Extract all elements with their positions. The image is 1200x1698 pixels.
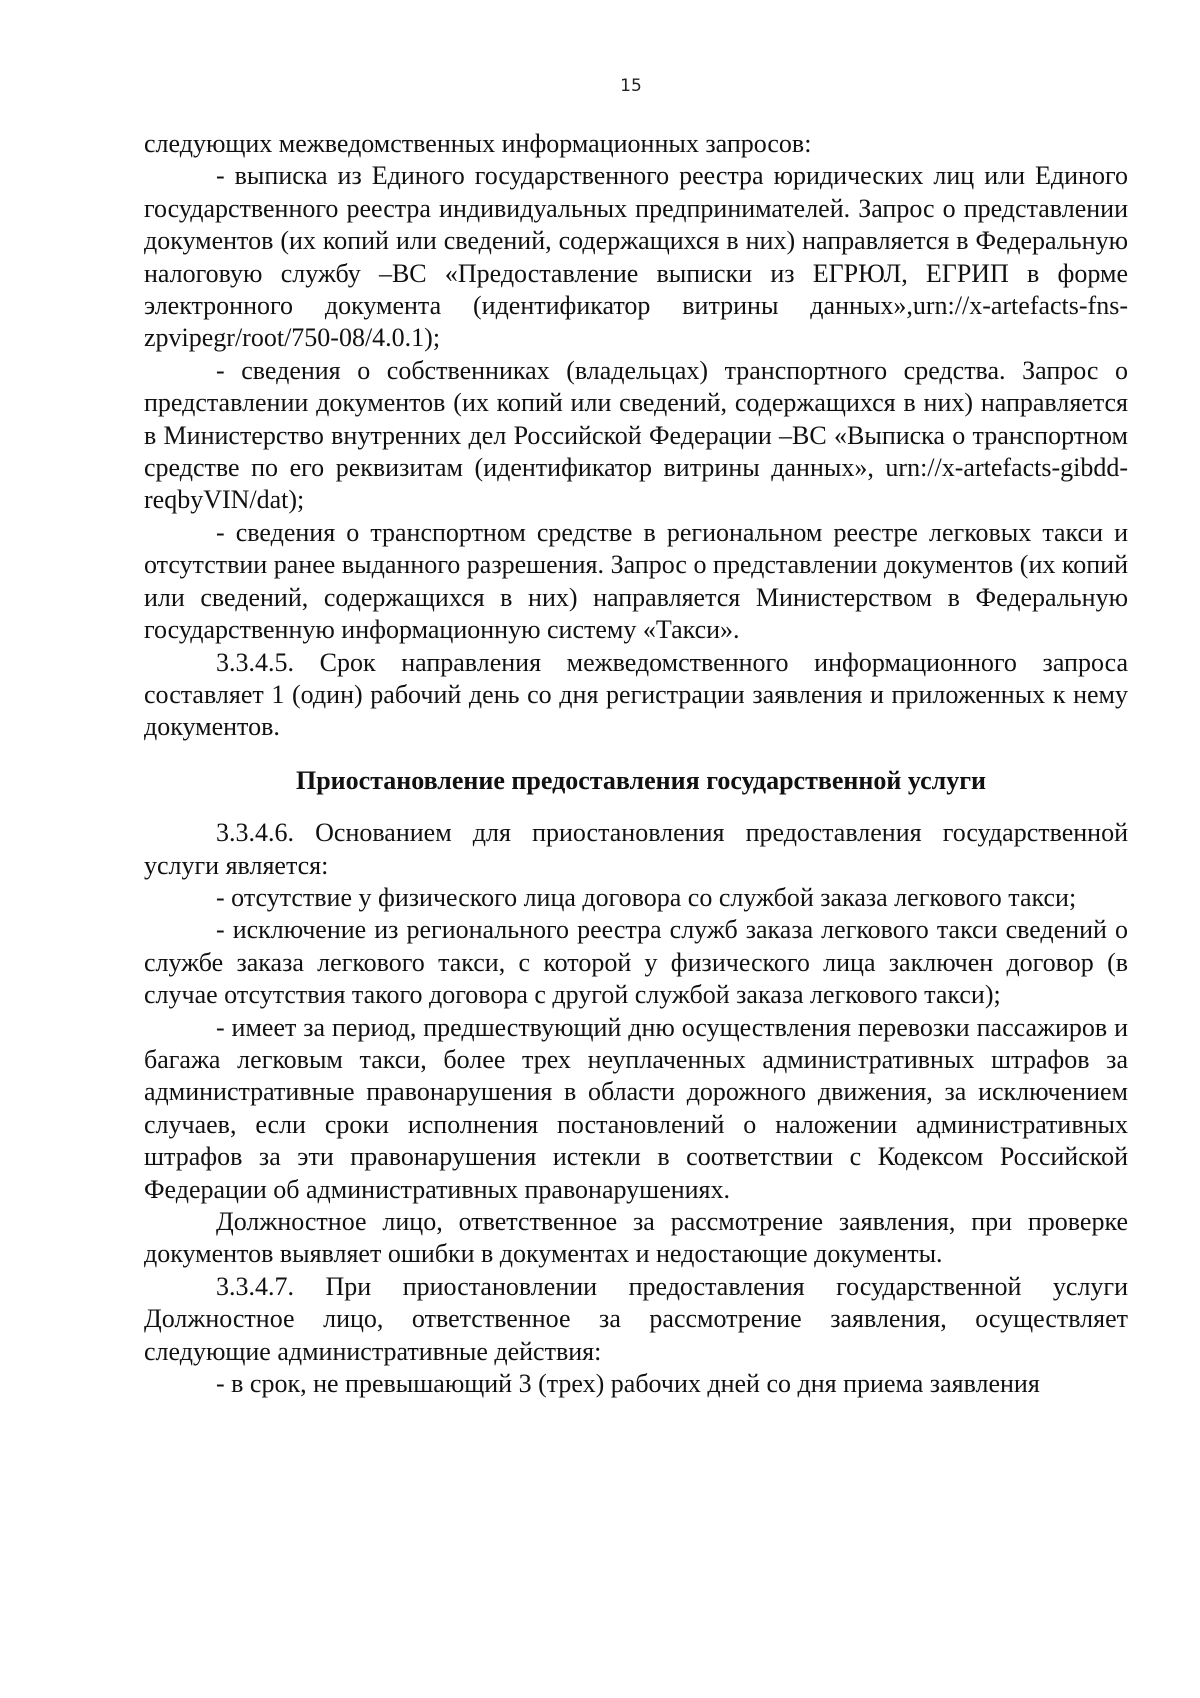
paragraph: - в срок, не превышающий 3 (трех) рабочих дней со дня приема заявления: [216, 1369, 1040, 1399]
paragraph: - отсутствие у физического лица договора со службой заказа легкового такси;: [216, 882, 1077, 912]
page-number: 15: [620, 76, 642, 96]
paragraph: следующих межведомственных информационных запросов:: [144, 129, 812, 158]
paragraph: - имеет за период, предшествующий дню осуществления перевозки пассажиров и багажа легковым такси, более трех неуплаченных административных штрафов за административные правонарушения в области дорожного движения, за исключением случаев, если сроки исполнения постановлений о наложении административных штрафов за эти правонарушения истекли в соответствии с Кодексом Российской Федерации об административных правонарушениях.: [144, 1012, 1128, 1204]
paragraph: - сведения о транспортном средстве в региональном реестре легковых такси и отсутствии ранее выданного разрешения. Запрос о представлении документов (их копий или сведений, содержащихся в них) направляется Министерством в Федеральную государственную информационную систему «Такси».: [144, 517, 1128, 645]
paragraph: - сведения о собственниках (владельцах) транспортного средства. Запрос о представлении документов (их копий или сведений, содержащихся в них) направляется в Министерство внутренних дел Российской Федерации –ВС «Выписка о транспортном средстве по его реквизитам (идентификатор витрины данных», urn://x-artefacts-gibdd-reqbyVIN/dat);: [144, 355, 1128, 515]
paragraph: 3.3.4.7. При приостановлении предоставления государственной услуги Должностное лицо, ответственное за рассмотрение заявления, осуществляет следующие административные действия:: [144, 1271, 1128, 1366]
paragraph: - исключение из регионального реестра служб заказа легкового такси сведений о службе заказа легкового такси, с которой у физического лица заключен договор (в случае отсутствия такого договора с другой службой заказа легкового такси);: [144, 915, 1128, 1010]
paragraph: - выписка из Единого государственного реестра юридических лиц или Единого государственного реестра индивидуальных предпринимателей. Запрос о представлении документов (их копий или сведений, содержащихся в них) направляется в Федеральную налоговую службу –ВС «Предоставление выписки из ЕГРЮЛ, ЕГРИП в форме электронного документа (идентификатор витрины данных»,urn://x-artefacts-fns-zpvipegr/root/750-08/4.0.1);: [144, 161, 1128, 353]
paragraph: 3.3.4.5. Срок направления межведомственного информационного запроса составляет 1 (один) рабочий день со дня регистрации заявления и приложенных к нему документов.: [144, 647, 1128, 742]
paragraph: 3.3.4.6. Основанием для приостановления предоставления государственной услуги является:: [144, 818, 1128, 880]
paragraph: Должностное лицо, ответственное за рассмотрение заявления, при проверке документов выявляет ошибки в документах и недостающие документы.: [144, 1207, 1128, 1269]
document-body: [144, 128, 1128, 1400]
section-heading: Приостановление предоставления государственной услуги: [295, 765, 986, 795]
